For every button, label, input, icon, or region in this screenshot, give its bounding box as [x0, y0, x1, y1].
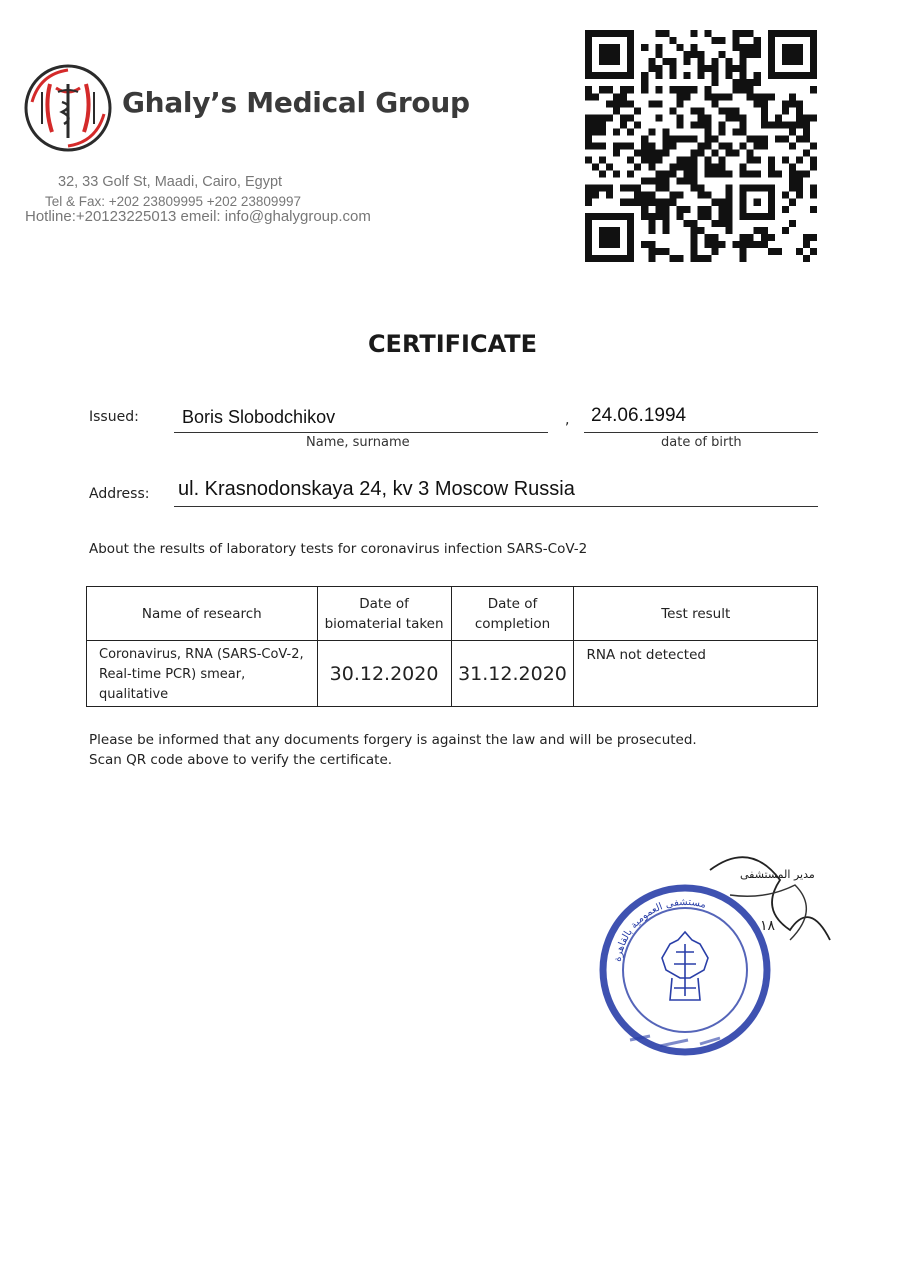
forgery-notice: Please be informed that any documents forgery is against the law and will be prosecuted. [89, 732, 697, 748]
certificate-title: CERTIFICATE [367, 330, 538, 358]
date-of-birth-field: 24.06.1994 [584, 403, 818, 433]
header-name-of-research: Name of research [87, 587, 318, 641]
cell-test-result: RNA not detected [574, 641, 818, 707]
address-label: Address: [89, 486, 150, 502]
cell-research-name: Coronavirus, RNA (SARS-CoV-2, Real-time PCR) smear, qualitative [87, 641, 318, 707]
results-table [86, 586, 818, 707]
organization-name: Ghaly’s Medical Group [122, 86, 470, 119]
about-results-text: About the results of laboratory tests for coronavirus infection SARS-CoV-2 [89, 541, 588, 557]
table-row [87, 641, 818, 707]
signature-text: مدير المستشفى [740, 868, 815, 881]
dob-caption: date of birth [661, 435, 742, 450]
header-date-taken: Date of biomaterial taken [317, 587, 451, 641]
issued-label: Issued: [89, 409, 139, 425]
header-test-result: Test result [574, 587, 818, 641]
name-caption: Name, surname [306, 435, 410, 450]
signature-number: ١٨ [760, 918, 776, 934]
verification-qr-code[interactable] [584, 30, 818, 262]
official-seal-stamp [590, 840, 870, 1080]
seal-arabic-text: مستشفى العمومية بالقاهرة [612, 896, 708, 963]
name-field: Boris Slobodchikov [174, 404, 548, 433]
table-header-row [87, 587, 818, 641]
cell-date-completed: 31.12.2020 [451, 641, 574, 707]
qr-verify-notice: Scan QR code above to verify the certificate. [89, 752, 393, 768]
header-date-completion: Date of completion [451, 587, 574, 641]
organization-address: 32, 33 Golf St, Maadi, Cairo, Egypt [58, 174, 283, 190]
name-dob-separator: , [565, 412, 570, 428]
address-field: ul. Krasnodonskaya 24, kv 3 Moscow Russia [174, 476, 818, 507]
organization-hotline: Hotline:+20123225013 emeil: info@ghalygroup.com [25, 208, 371, 225]
ghaly-medical-logo [22, 62, 114, 154]
organization-tel-fax: Tel & Fax: +202 23809995 +202 23809997 [45, 194, 301, 209]
cell-date-taken: 30.12.2020 [317, 641, 451, 707]
